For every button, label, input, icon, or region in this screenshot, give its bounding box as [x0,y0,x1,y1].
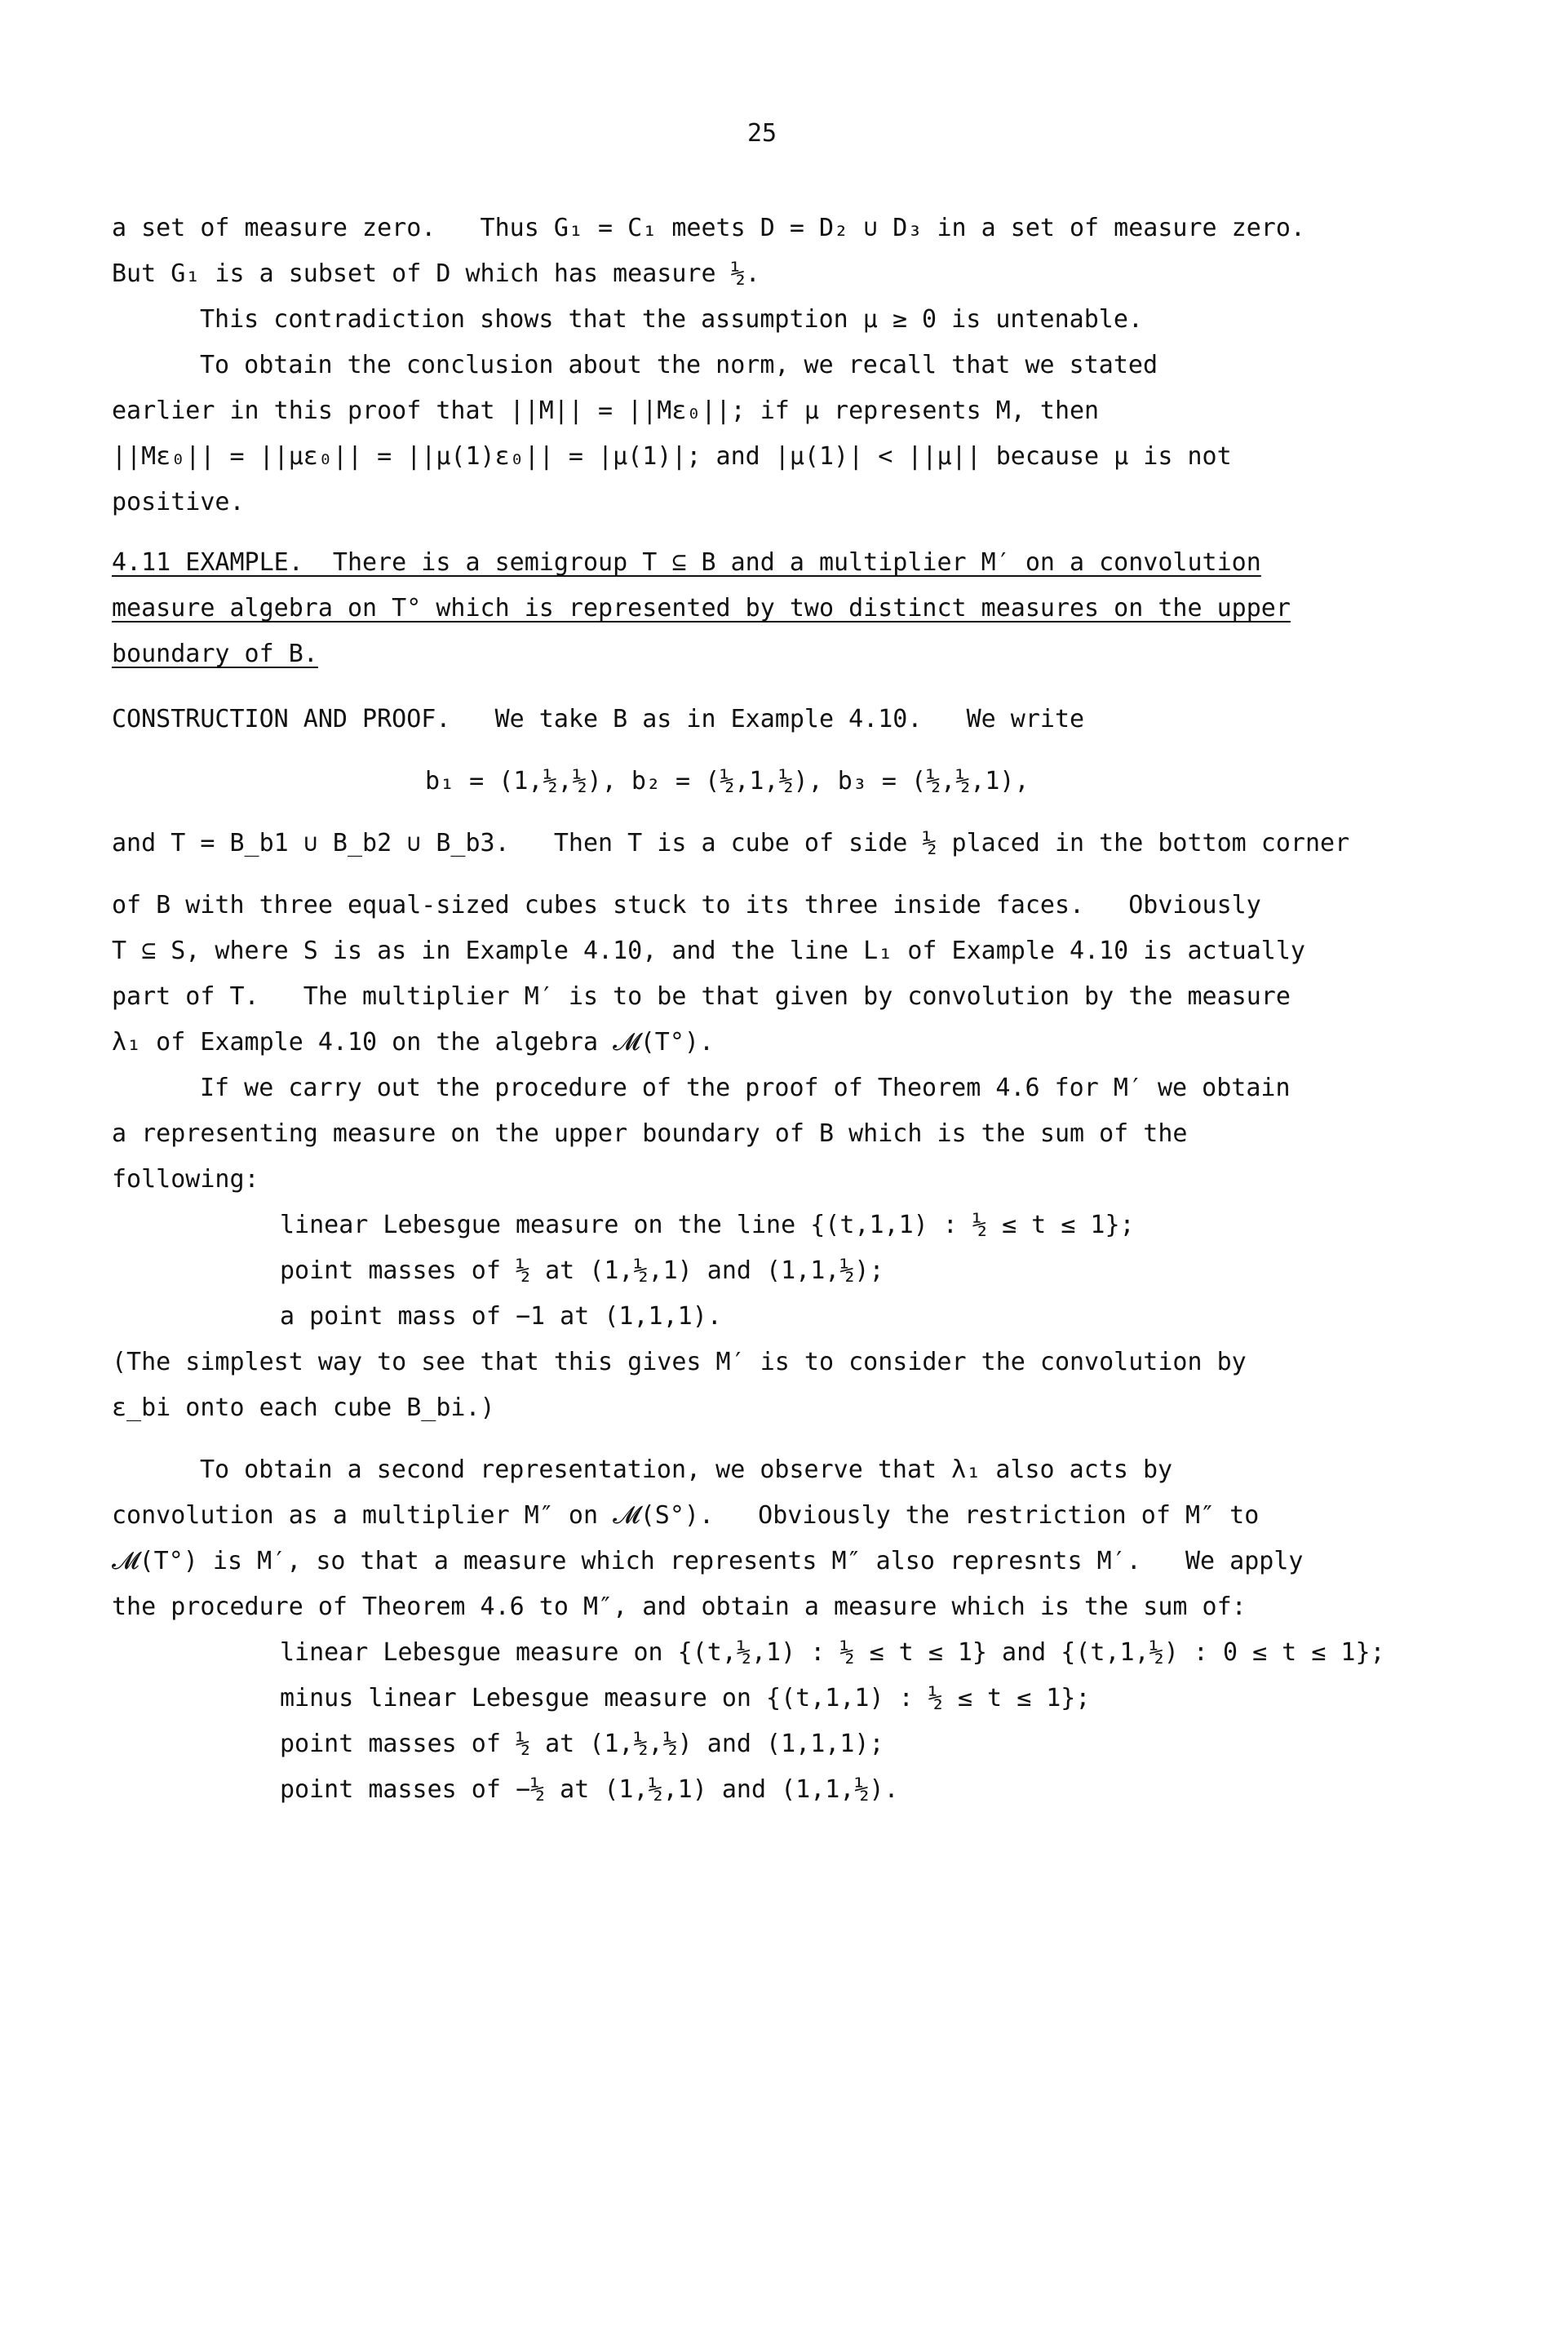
list-item: minus linear Lebesgue measure on {(t,1,1) : ½ ≤ t ≤ 1}; [280,1684,1091,1712]
list-item: point masses of ½ at (1,½,1) and (1,1,½); [280,1256,884,1285]
list-item: linear Lebesgue measure on the line {(t,1,1) : ½ ≤ t ≤ 1}; [280,1211,1135,1239]
text-line: the procedure of Theorem 4.6 to M″, and obtain a measure which is the sum of: [112,1593,1247,1621]
list-item: a point mass of −1 at (1,1,1). [280,1302,722,1331]
list-item: point masses of −½ at (1,½,1) and (1,1,½). [280,1775,899,1804]
text-line: But G₁ is a subset of D which has measure ½. [112,259,760,288]
text-line: a representing measure on the upper boundary of B which is the sum of the [112,1119,1188,1148]
example-heading: 4.11 EXAMPLE. There is a semigroup T ⊆ B and a multiplier M′ on a convolution [112,548,1261,577]
text-line: If we carry out the procedure of the proof of Theorem 4.6 for M′ we obtain [200,1074,1291,1102]
text-line: part of T. The multiplier M′ is to be that given by convolution by the measure [112,982,1291,1011]
text-line: λ₁ of Example 4.10 on the algebra 𝓜(T°). [112,1028,714,1057]
text-line: ||Mε₀|| = ||με₀|| = ||μ(1)ε₀|| = |μ(1)|; and |μ(1)| < ||μ|| because μ is not [112,442,1232,471]
text-line: of B with three equal-sized cubes stuck to its three inside faces. Obviously [112,891,1261,919]
text-line: 𝓜(T°) is M′, so that a measure which represents M″ also represnts M′. We apply [112,1547,1304,1575]
text-line: convolution as a multiplier M″ on 𝓜(S°). Obviously the restriction of M″ to [112,1501,1260,1530]
example-statement: boundary of B. [112,640,318,668]
example-statement: measure algebra on T° which is represented by two distinct measures on the upper [112,594,1291,622]
text-line: following: [112,1165,259,1194]
text-line: To obtain a second representation, we observe that λ₁ also acts by [200,1455,1173,1484]
text-line: T ⊆ S, where S is as in Example 4.10, and the line L₁ of Example 4.10 is actually [112,937,1305,965]
text-line: and T = B_b1 ∪ B_b2 ∪ B_b3. Then T is a cube of side ½ placed in the bottom corner [112,829,1350,857]
text-line: (The simplest way to see that this gives M′ is to consider the convolution by [112,1348,1247,1376]
text-line: To obtain the conclusion about the norm, we recall that we stated [200,351,1158,379]
construction-heading: CONSTRUCTION AND PROOF. We take B as in Example 4.10. We write [112,705,1085,733]
text-line: a set of measure zero. Thus G₁ = C₁ meets D = D₂ ∪ D₃ in a set of measure zero. [112,214,1305,242]
list-item: linear Lebesgue measure on {(t,½,1) : ½ ≤ t ≤ 1} and {(t,1,½) : 0 ≤ t ≤ 1}; [280,1638,1385,1667]
page-number: 25 [747,119,777,148]
text-line: ε_bi onto each cube B_bi.) [112,1393,495,1422]
text-line: positive. [112,488,245,516]
display-equation: b₁ = (1,½,½), b₂ = (½,1,½), b₃ = (½,½,1), [425,767,1030,795]
text-line: earlier in this proof that ||M|| = ||Mε₀||; if μ represents M, then [112,397,1100,425]
list-item: point masses of ½ at (1,½,½) and (1,1,1); [280,1730,884,1758]
text-line: This contradiction shows that the assumption μ ≥ 0 is untenable. [200,305,1143,334]
